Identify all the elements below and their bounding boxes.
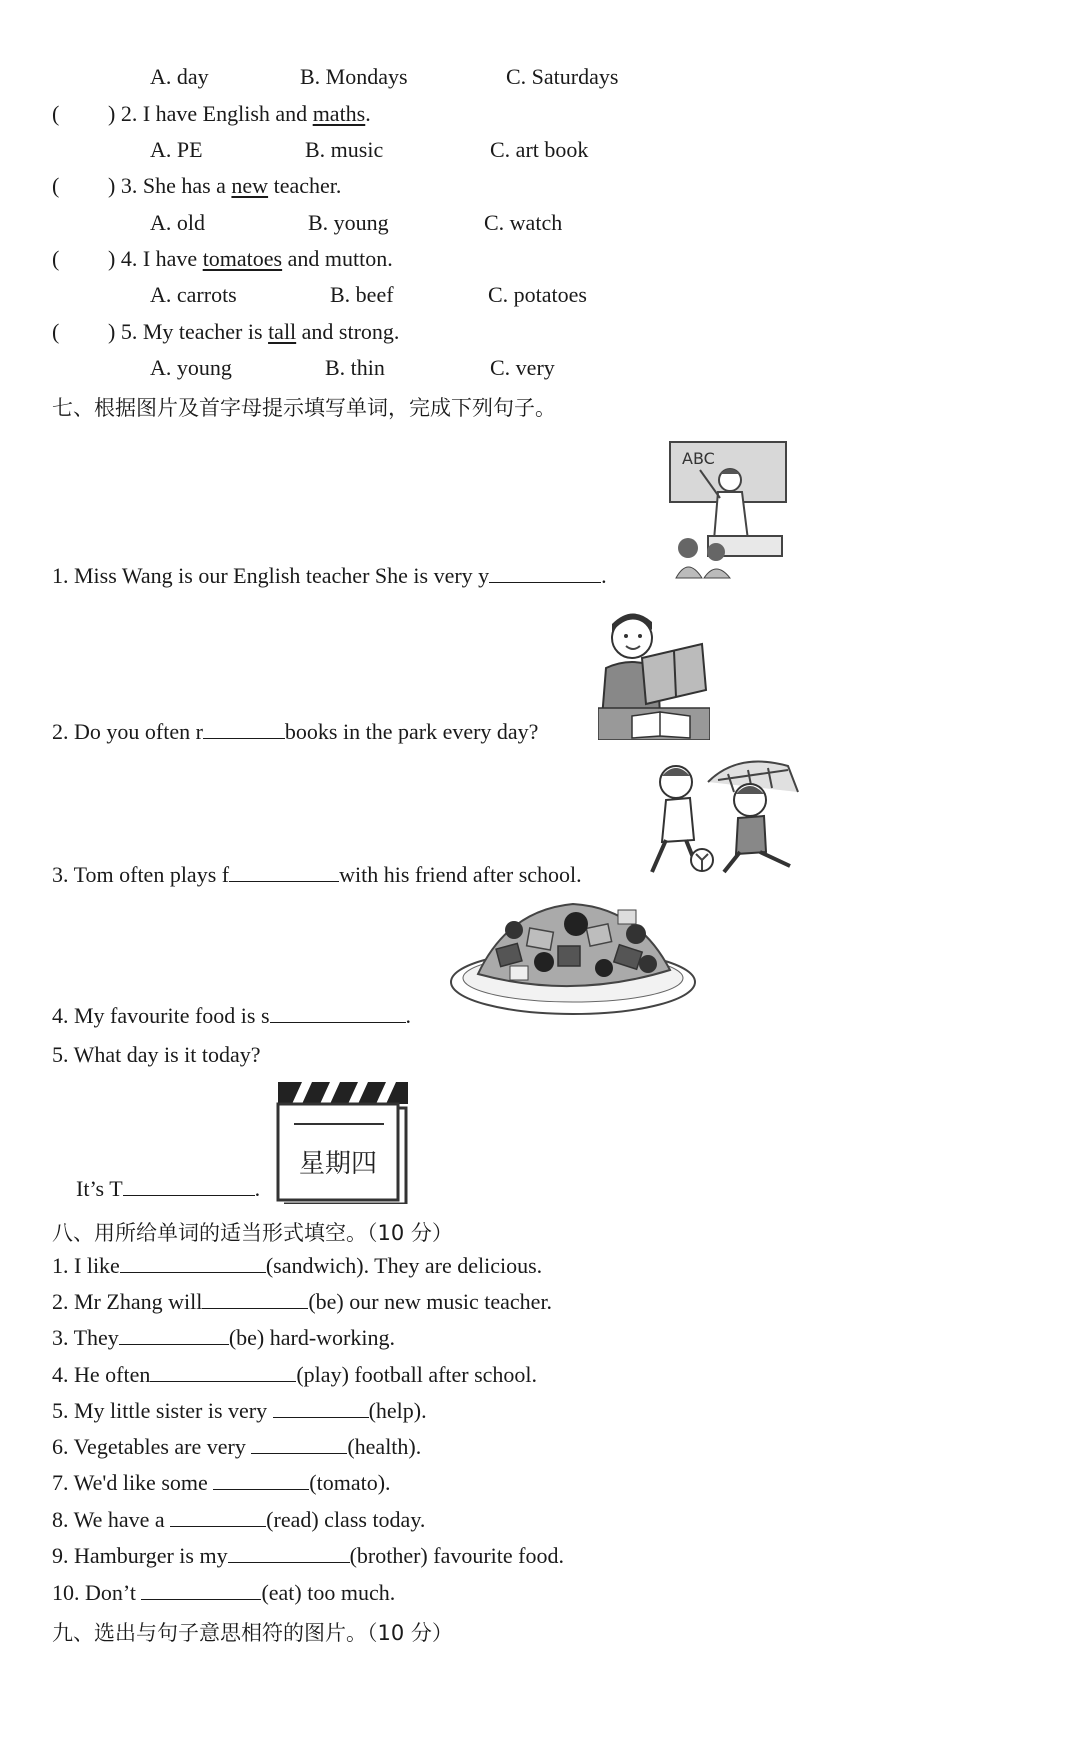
answer-blank[interactable] — [270, 1004, 406, 1023]
section8-heading: 八、用所给单词的适当形式填空。（10 分） — [52, 1221, 453, 1245]
s7-q4: 4. My favourite food is s . — [52, 1003, 412, 1028]
q3-question: ( ) 3. She has a new teacher. — [52, 173, 342, 198]
blackboard-text: ABC — [682, 449, 715, 468]
q3-underlined-word: new — [231, 173, 269, 198]
q5-question: ( ) 5. My teacher is tall and strong. — [52, 319, 400, 344]
answer-blank[interactable] — [229, 863, 339, 882]
section7-heading: 七、根据图片及首字母提示填写单词，完成下列句子。 — [52, 396, 556, 420]
s8-item-5: 5. My little sister is very (help). — [52, 1398, 427, 1423]
s7-q3: 3. Tom often plays f with his friend after school. — [52, 862, 582, 887]
s8-item-9: 9. Hamburger is my (brother) favourite food. — [52, 1543, 564, 1568]
s8-item-2: 2. Mr Zhang will (be) our new music teacher. — [52, 1289, 553, 1314]
calendar-picture — [276, 1080, 410, 1204]
q1-option-b: B. Mondays — [300, 64, 408, 89]
football-picture — [638, 752, 806, 880]
section9-heading: 九、选出与句子意思相符的图片。（10 分） — [52, 1621, 453, 1645]
s8-item-4: 4. He often (play) football after school. — [52, 1362, 538, 1387]
s7-q5-answer: It’s T . — [76, 1176, 261, 1201]
s8-item-1: 1. I like (sandwich). They are delicious. — [52, 1253, 543, 1278]
q2-question: ( ) 2. I have English and maths. — [52, 101, 371, 126]
salad-picture — [448, 890, 698, 1020]
s8-item-3: 3. They (be) hard-working. — [52, 1325, 395, 1350]
answer-blank[interactable] — [120, 1254, 266, 1273]
s8-item-10: 10. Don’t (eat) too much. — [52, 1580, 396, 1605]
answer-blank[interactable] — [203, 720, 285, 739]
answer-blank[interactable] — [202, 1290, 308, 1309]
q1-option-c: C. Saturdays — [506, 64, 619, 89]
s8-item-6: 6. Vegetables are very (health). — [52, 1434, 422, 1459]
answer-blank[interactable] — [141, 1581, 261, 1600]
answer-blank[interactable] — [213, 1471, 309, 1490]
q4-question: ( ) 4. I have tomatoes and mutton. — [52, 246, 393, 271]
s7-q1: 1. Miss Wang is our English teacher She is very y . — [52, 563, 607, 588]
answer-blank[interactable] — [150, 1363, 296, 1382]
q5-underlined-word: tall — [268, 319, 297, 344]
s7-q2: 2. Do you often r books in the park every day? — [52, 719, 539, 744]
s7-q5-question: 5. What day is it today? — [52, 1042, 261, 1067]
answer-blank[interactable] — [119, 1326, 229, 1345]
answer-blank[interactable] — [251, 1435, 347, 1454]
q2-underlined-word: maths — [312, 101, 366, 126]
answer-blank[interactable] — [273, 1399, 369, 1418]
answer-blank[interactable] — [228, 1544, 350, 1563]
q1-option-a: A. day — [150, 64, 209, 89]
boy-reading-picture — [598, 608, 710, 740]
calendar-day-text: 星期四 — [298, 1149, 378, 1179]
q4-underlined-word: tomatoes — [202, 246, 283, 271]
teacher-picture — [668, 440, 788, 580]
s8-item-7: 7. We'd like some (tomato). — [52, 1470, 391, 1495]
answer-blank[interactable] — [489, 564, 601, 583]
answer-blank[interactable] — [170, 1508, 266, 1527]
answer-blank[interactable] — [123, 1177, 255, 1196]
s8-item-8: 8. We have a (read) class today. — [52, 1507, 426, 1532]
